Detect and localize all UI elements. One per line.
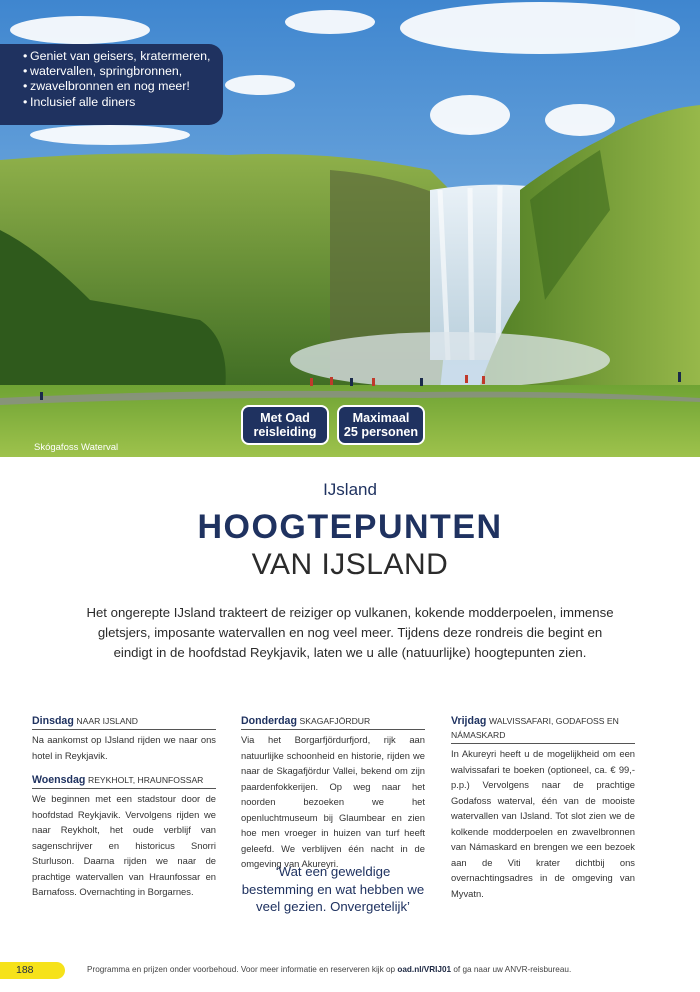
itinerary-column-1 (32, 714, 216, 910)
country-label: IJsland (323, 480, 377, 499)
footer-link[interactable]: oad.nl/VRIJ01 (397, 965, 452, 974)
itinerary-column-3 (451, 714, 635, 911)
day-heading: Dinsdag NAAR IJSLAND (32, 714, 216, 730)
highlights-box (0, 44, 223, 125)
day-description: Na aankomst op IJsland rijden we naar ons hotel in Reykjavik. (32, 734, 216, 761)
day-heading: Vrijdag WALVISSAFARI, GODAFOSS EN NÁMASKARD (451, 714, 635, 744)
testimonial-quote: ‘Wat een geweldige bestemming en wat hebben we veel gezien. Onvergetelijk’ (241, 864, 425, 914)
day-description: We beginnen met een stadstour door de hoofdstad Reykjavik. Vervolgens rijden we naar Reykholt, het oude verblijf van sagenschrijver en historicus Snorri Sturluson. Daarna rijden we naar de prachtige watervallen van Hraunfossar en Barnafoss. Overnachting in Borgarnes. (32, 793, 216, 897)
day-description: In Akureyri heeft u de mogelijkheid om een walvissafari te boeken (optioneel, ca. € 99,- p.p.) Vervolgens naar de prachtige Godafoss waterval, één van de mooiste watervallen van IJsland. Tot slot zien we de kolkende modderpoelen en zwavelbronnen van Námaskard en brengen we een bezoek aan de Viti krater dichtbij ons overnachtingsadres in de omgeving van Myvatn. (451, 748, 635, 899)
day-description: Via het Borgarfjördurfjord, rijk aan natuurlijke schoonheid en historie, rijden we naar de Skagafjördur Vallei, bekend om zijn paardenfokkerijen. Op weg naar het noorden bezoeken we het openluchtmuseum bij Glaumbear en zien hoe men vroeger in huizen van turf heeft geleefd. We verblijven één nacht in de omgeving van Akureyri. (241, 734, 425, 869)
day-heading: Woensdag REYKHOLT, HRAUNFOSSAR (32, 773, 216, 789)
page-subtitle: VAN IJSLAND (251, 548, 449, 581)
footer-disclaimer: Programma en prijzen onder voorbehoud. Voor meer informatie en reserveren kijk op oad.nl/VRIJ01 of ga naar uw ANVR-reisbureau. (87, 965, 572, 974)
day-heading: Donderdag SKAGAFJÖRDUR (241, 714, 425, 730)
page-number: 188 (0, 962, 65, 979)
highlight-item-continued: • zwavelbronnen en nog meer! (30, 79, 215, 94)
photo-caption: Skógafoss Waterval (34, 442, 119, 453)
highlight-item: • Geniet van geisers, kratermeren, (30, 49, 215, 64)
itinerary-column-2 (241, 714, 425, 882)
intro-text: Het ongerepte IJsland trakteert de reiziger op vulkanen, kokende modderpoelen, immense gletsjers, imposante watervallen en nog veel meer. Tijdens deze rondreis die begint en eindigt in de hoofdstad Reykjavik, laten we u alle (natuurlijke) hoogtepunten zien. (86, 605, 614, 660)
highlight-item-continued: • watervallen, springbronnen, (30, 64, 215, 79)
highlight-item: • Inclusief alle diners (30, 95, 215, 110)
page-title: HOOGTEPUNTEN (197, 508, 503, 546)
tour-guide-badge: Met Oad reisleiding (241, 405, 329, 445)
group-size-badge: Maximaal 25 personen (337, 405, 425, 445)
